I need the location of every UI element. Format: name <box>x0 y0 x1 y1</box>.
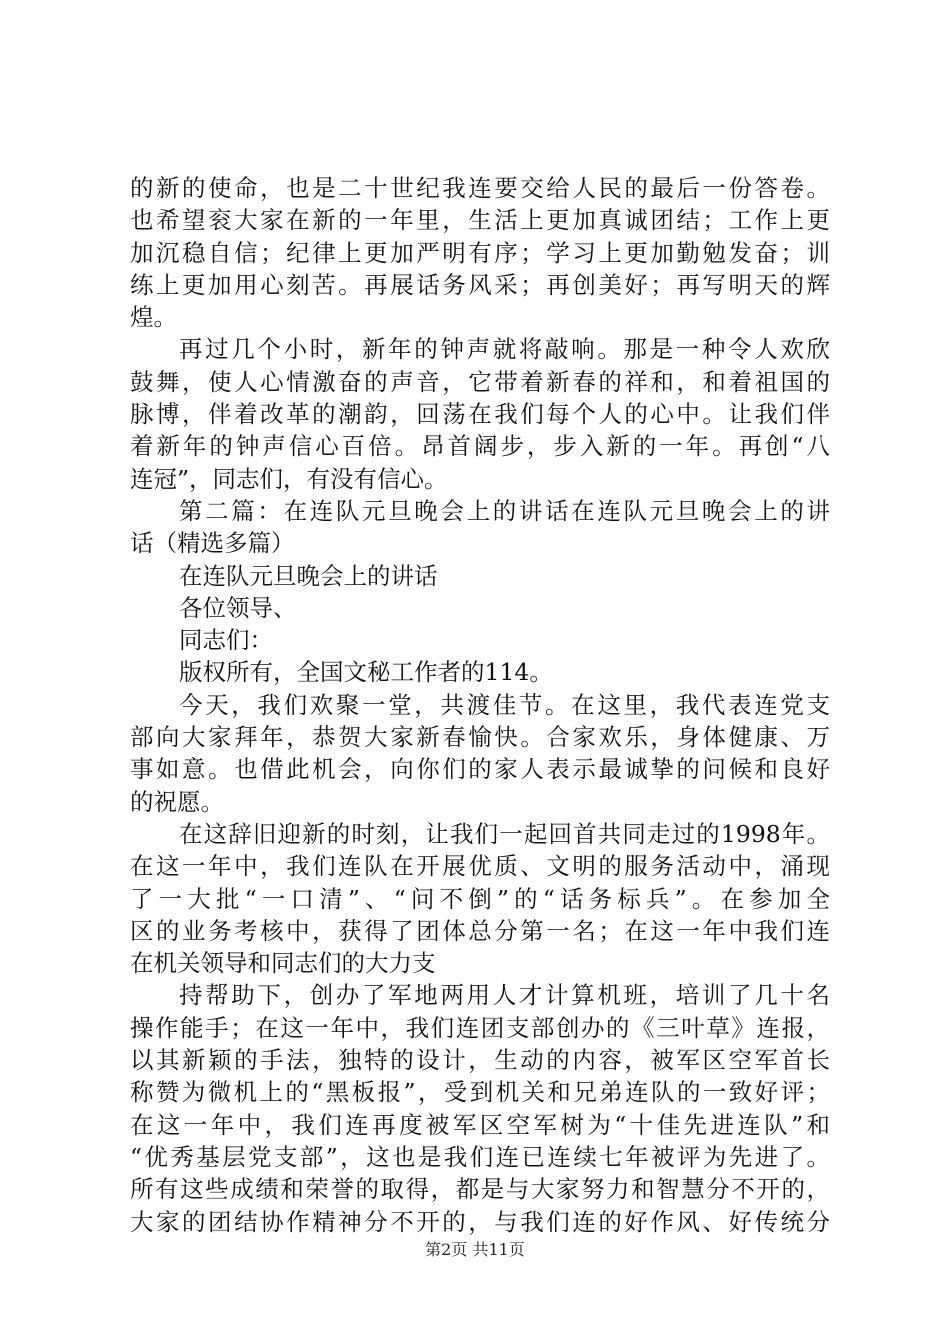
section-heading-line: 第二篇：在连队元旦晚会上的讲话在连队元旦晚会上的讲 <box>179 496 830 525</box>
speech-title: 在连队元旦晚会上的讲话 <box>179 561 438 590</box>
text-line: 鼓舞，使人心情激奋的声音，它带着新春的祥和，和着祖国的 <box>130 367 830 396</box>
text-line: 练上更加用心刻苦。再展话务风采；再创美好；再写明天的辉 <box>130 270 830 299</box>
text-line: 加沉稳自信；纪律上更加严明有序；学习上更加勤勉发奋；训 <box>130 238 830 267</box>
text-line: 以其新颖的手法，独特的设计，生动的内容，被军区空军首长 <box>130 1046 830 1075</box>
text-line: 的祝愿。 <box>130 787 224 816</box>
text-line: 所有这些成绩和荣誉的取得，都是与大家努力和智慧分不开的， <box>130 1175 830 1204</box>
text-line: 在这一年中，我们连队在开展优质、文明的服务活动中，涌现 <box>130 852 830 881</box>
section-heading-line: 话（精选多篇） <box>130 529 295 558</box>
salutation-line: 各位领导、 <box>179 593 297 622</box>
text-line: 称赞为微机上的“黑板报”，受到机关和兄弟连队的一致好评； <box>130 1078 830 1107</box>
text-line: “优秀基层党支部”，这也是我们连已连续七年被评为先进了。 <box>130 1142 830 1171</box>
text-line: 的新的使命，也是二十世纪我连要交给人民的最后一份答卷。 <box>130 174 830 202</box>
text-line: 今天，我们欢聚一堂，共渡佳节。在这里，我代表连党支 <box>179 690 830 719</box>
text-line: 脉博，伴着改革的潮韵，回荡在我们每个人的心中。让我们伴 <box>130 400 830 429</box>
text-line: 在这辞旧迎新的时刻，让我们一起回首共同走过的1998年。 <box>179 819 830 848</box>
text-line: 区的业务考核中，获得了团体总分第一名；在这一年中我们连 <box>130 916 830 945</box>
text-line: 着新年的钟声信心百倍。昂首阔步，步入新的一年。再创“八 <box>130 432 830 461</box>
salutation-line: 同志们： <box>179 626 273 655</box>
text-line: 操作能手；在这一年中，我们连团支部创办的《三叶草》连报， <box>130 1013 830 1042</box>
text-line: 再过几个小时，新年的钟声就将敲响。那是一种令人欢欣 <box>179 335 830 364</box>
text-line: 在机关领导和同志们的大力支 <box>130 949 436 978</box>
text-line: 了一大批“一口清”、“问不倒”的“话务标兵”。在参加全 <box>130 884 830 913</box>
text-line: 部向大家拜年，恭贺大家新春愉快。合家欢乐，身体健康、万 <box>130 723 830 752</box>
page-footer: 第2页 共11页 <box>425 1240 525 1259</box>
copyright-line: 版权所有，全国文秘工作者的114。 <box>179 658 553 687</box>
text-line: 也希望衮大家在新的一年里，生活上更加真诚团结；工作上更 <box>130 206 830 235</box>
text-line: 在这一年中，我们连再度被军区空军树为“十佳先进连队”和 <box>130 1110 830 1139</box>
text-line: 持帮助下，创办了军地两用人才计算机班，培训了几十名 <box>179 981 830 1010</box>
text-line: 连冠”，同志们，有没有信心。 <box>130 464 448 493</box>
text-line: 煌。 <box>130 303 177 332</box>
text-line: 事如意。也借此机会，向你们的家人表示最诚挚的问候和良好 <box>130 755 830 784</box>
text-line: 大家的团结协作精神分不开的，与我们连的好作风、好传统分 <box>130 1207 830 1236</box>
body-text <box>130 172 830 1238</box>
